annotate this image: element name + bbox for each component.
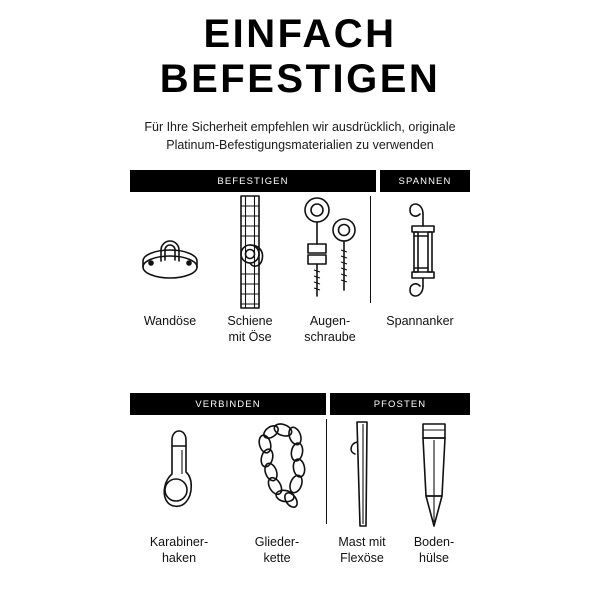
item-karabinerhaken bbox=[130, 415, 228, 566]
mast-with-flex-eye-icon bbox=[332, 415, 392, 533]
wall-eye-icon bbox=[132, 192, 208, 312]
caption-line-1: Schiene bbox=[227, 314, 273, 328]
caption-line-2: hülse bbox=[419, 550, 449, 565]
section-befestigen-spannen bbox=[0, 170, 600, 345]
caption-line-1: Boden- bbox=[413, 535, 455, 549]
page-title-line-2: BEFESTIGEN bbox=[159, 56, 441, 101]
caption-wandoese bbox=[144, 314, 196, 330]
caption-bodenhuelse bbox=[414, 535, 454, 566]
page-subtitle-line-1: Für Ihre Sicherheit empfehlen wir ausdrücklich, originale bbox=[144, 119, 456, 134]
caption-line-2: schraube bbox=[304, 329, 356, 344]
page-title bbox=[0, 0, 600, 102]
caption-line-1: Augen- bbox=[309, 314, 351, 328]
caption-line-2: kette bbox=[263, 550, 291, 565]
item-mast-mit-flexoese bbox=[326, 415, 398, 566]
caption-augenschraube bbox=[304, 314, 355, 345]
eye-bolt-icon bbox=[292, 192, 368, 312]
caption-karabinerhaken bbox=[150, 535, 208, 566]
item-schiene-mit-oese bbox=[210, 192, 290, 345]
band-label-befestigen: BEFESTIGEN bbox=[217, 175, 289, 187]
link-chain-icon bbox=[234, 415, 320, 533]
caption-line-2: mit Öse bbox=[228, 329, 272, 344]
section-1-band bbox=[130, 170, 470, 192]
carabiner-icon bbox=[141, 415, 217, 533]
item-gliederkette bbox=[228, 415, 326, 566]
ground-socket-icon bbox=[404, 415, 464, 533]
page-title-line-1: EINFACH bbox=[203, 12, 397, 56]
group-befestigen bbox=[130, 192, 370, 345]
caption-spannanker bbox=[386, 314, 453, 330]
group-verbinden bbox=[130, 415, 326, 566]
caption-line-1: Glieder- bbox=[254, 535, 300, 549]
band-label-spannen: SPANNEN bbox=[398, 175, 452, 187]
caption-mast-mit-flexoese bbox=[338, 535, 385, 566]
turnbuckle-icon bbox=[382, 192, 458, 312]
group-pfosten bbox=[326, 415, 470, 566]
band-label-verbinden: VERBINDEN bbox=[195, 398, 261, 410]
item-bodenhuelse bbox=[398, 415, 470, 566]
page-subtitle bbox=[0, 118, 600, 154]
item-spannanker bbox=[370, 192, 470, 345]
caption-line-1: Wandöse bbox=[143, 314, 197, 328]
item-augenschraube bbox=[290, 192, 370, 345]
item-wandoese bbox=[130, 192, 210, 345]
rail-with-eye-icon bbox=[212, 192, 288, 312]
section-2-items bbox=[130, 415, 470, 566]
caption-line-1: Mast mit bbox=[338, 535, 386, 549]
group-divider-line bbox=[370, 196, 371, 303]
caption-line-2: haken bbox=[161, 550, 197, 565]
section-2-band bbox=[130, 393, 470, 415]
section-1-items bbox=[130, 192, 470, 345]
caption-line-2: Flexöse bbox=[340, 550, 384, 565]
page-subtitle-line-2: Platinum-Befestigungsmaterialien zu verwenden bbox=[166, 137, 434, 152]
section-verbinden-pfosten bbox=[0, 393, 600, 566]
group-spannen bbox=[370, 192, 470, 345]
caption-schiene-mit-oese bbox=[227, 314, 272, 345]
caption-gliederkette bbox=[255, 535, 299, 566]
band-label-pfosten: PFOSTEN bbox=[373, 398, 427, 410]
caption-line-1: Karabiner- bbox=[149, 535, 209, 549]
caption-line-1: Spannanker bbox=[386, 314, 454, 328]
group-divider-line bbox=[326, 419, 327, 524]
